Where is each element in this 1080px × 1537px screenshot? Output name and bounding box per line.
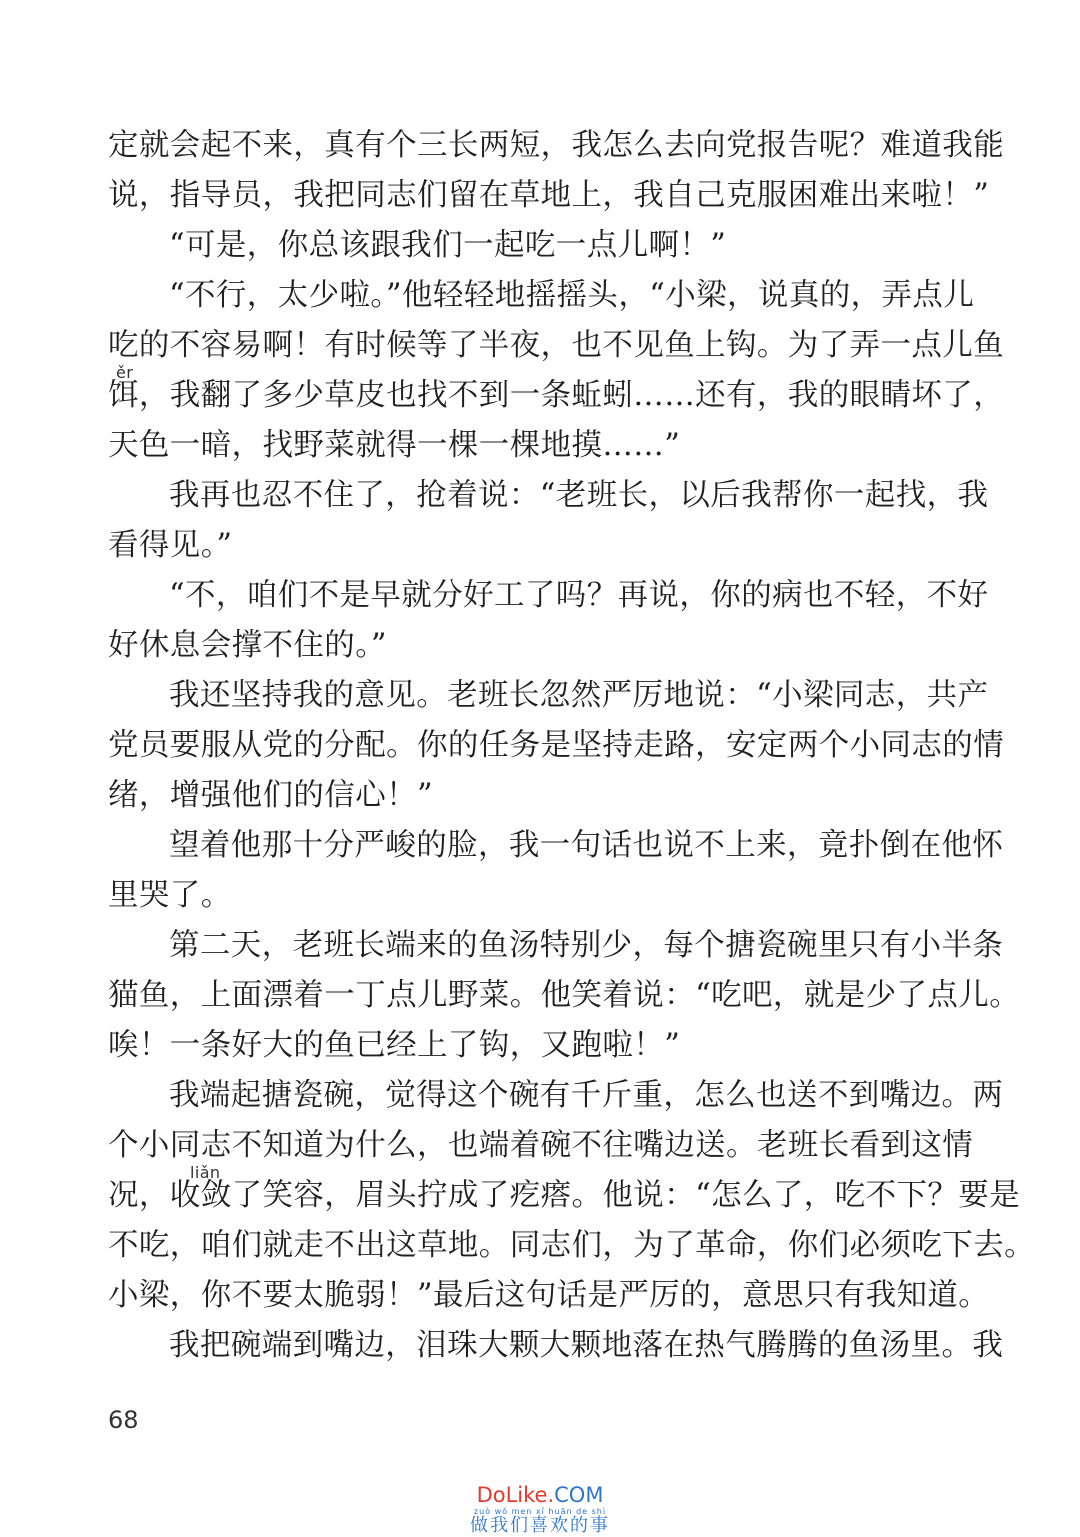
- text-line: 党员要服从党的分配。你的任务是坚持走路，安定两个小同志的情: [108, 728, 1005, 763]
- brand-domain: COM: [554, 1483, 604, 1507]
- text-line: 看得见。”: [108, 528, 233, 563]
- text-line: 小梁，你不要太脆弱！”最后这句话是严厉的，意思只有我知道。: [108, 1278, 990, 1313]
- text-line: 望着他那十分严峻的脸，我一句话也说不上来，竟扑倒在他怀: [169, 828, 1004, 863]
- text-line: 我端起搪瓷碗，觉得这个碗有千斤重，怎么也送不到嘴边。两: [169, 1078, 1004, 1113]
- text-line: 猫鱼，上面漂着一丁点儿野菜。他笑着说：“吃吧，就是少了点儿。: [108, 978, 1021, 1013]
- watermark-logo: [452, 1483, 628, 1536]
- text-line: 绪，增强他们的信心！”: [108, 778, 433, 813]
- pinyin-annotation-lian: liǎn: [190, 1163, 221, 1182]
- text-line-content: 饵，我翻了多少草皮也找不到一条蚯蚓……还有，我的眼睛坏了，: [108, 378, 1005, 413]
- text-line: 个小同志不知道为什么，也端着碗不往嘴边送。老班长看到这情: [108, 1128, 974, 1163]
- text-line-with-ruby: [108, 1163, 1021, 1221]
- text-line: 吃的不容易啊！有时候等了半夜，也不见鱼上钩。为了弄一点儿鱼: [108, 328, 1005, 363]
- text-line: 唉！一条好大的鱼已经上了钩，又跑啦！”: [108, 1028, 681, 1063]
- story-text: [108, 121, 1035, 1371]
- text-line: 我还坚持我的意见。老班长忽然严厉地说：“小梁同志，共产: [169, 678, 989, 713]
- text-line: 说，指导员，我把同志们留在草地上，我自己克服困难出来啦！”: [108, 178, 990, 213]
- text-line: 好休息会撑不住的。”: [108, 628, 387, 663]
- text-line: “可是，你总该跟我们一起吃一点儿啊！”: [169, 228, 727, 263]
- watermark-tagline: 做我们喜欢的事: [470, 1515, 610, 1536]
- watermark-brand: [452, 1483, 628, 1507]
- text-line: 定就会起不来，真有个三长两短，我怎么去向党报告呢？难道我能: [108, 128, 1005, 163]
- text-line-with-ruby: [108, 363, 1005, 421]
- text-line: 我把碗端到嘴边，泪珠大颗大颗地落在热气腾腾的鱼汤里。我: [169, 1328, 1004, 1363]
- text-line: “不行，太少啦。”他轻轻地摇摇头，“小梁，说真的，弄点儿: [169, 278, 975, 313]
- pinyin-annotation-er: ěr: [116, 363, 134, 382]
- text-line: “不，咱们不是早就分好工了吗？再说，你的病也不轻，不好: [169, 578, 989, 613]
- text-line: 不吃，咱们就走不出这草地。同志们，为了革命，你们必须吃下去。: [108, 1228, 1035, 1263]
- page-number: 68: [108, 1406, 139, 1434]
- text-line: 天色一暗，找野菜就得一棵一棵地摸……”: [108, 428, 681, 463]
- text-line-content: 况，收敛了笑容，眉头拧成了疙瘩。他说：“怎么了，吃不下？要是: [108, 1178, 1021, 1213]
- watermark-pinyin: zuò wǒ men xǐ huān de shì: [473, 1507, 607, 1516]
- text-line: 我再也忍不住了，抢着说：“老班长，以后我帮你一起找，我: [169, 478, 989, 513]
- text-line: 第二天，老班长端来的鱼汤特别少，每个搪瓷碗里只有小半条: [169, 928, 1004, 963]
- brand-name: DoLike.: [476, 1483, 555, 1507]
- text-line: 里哭了。: [108, 878, 232, 913]
